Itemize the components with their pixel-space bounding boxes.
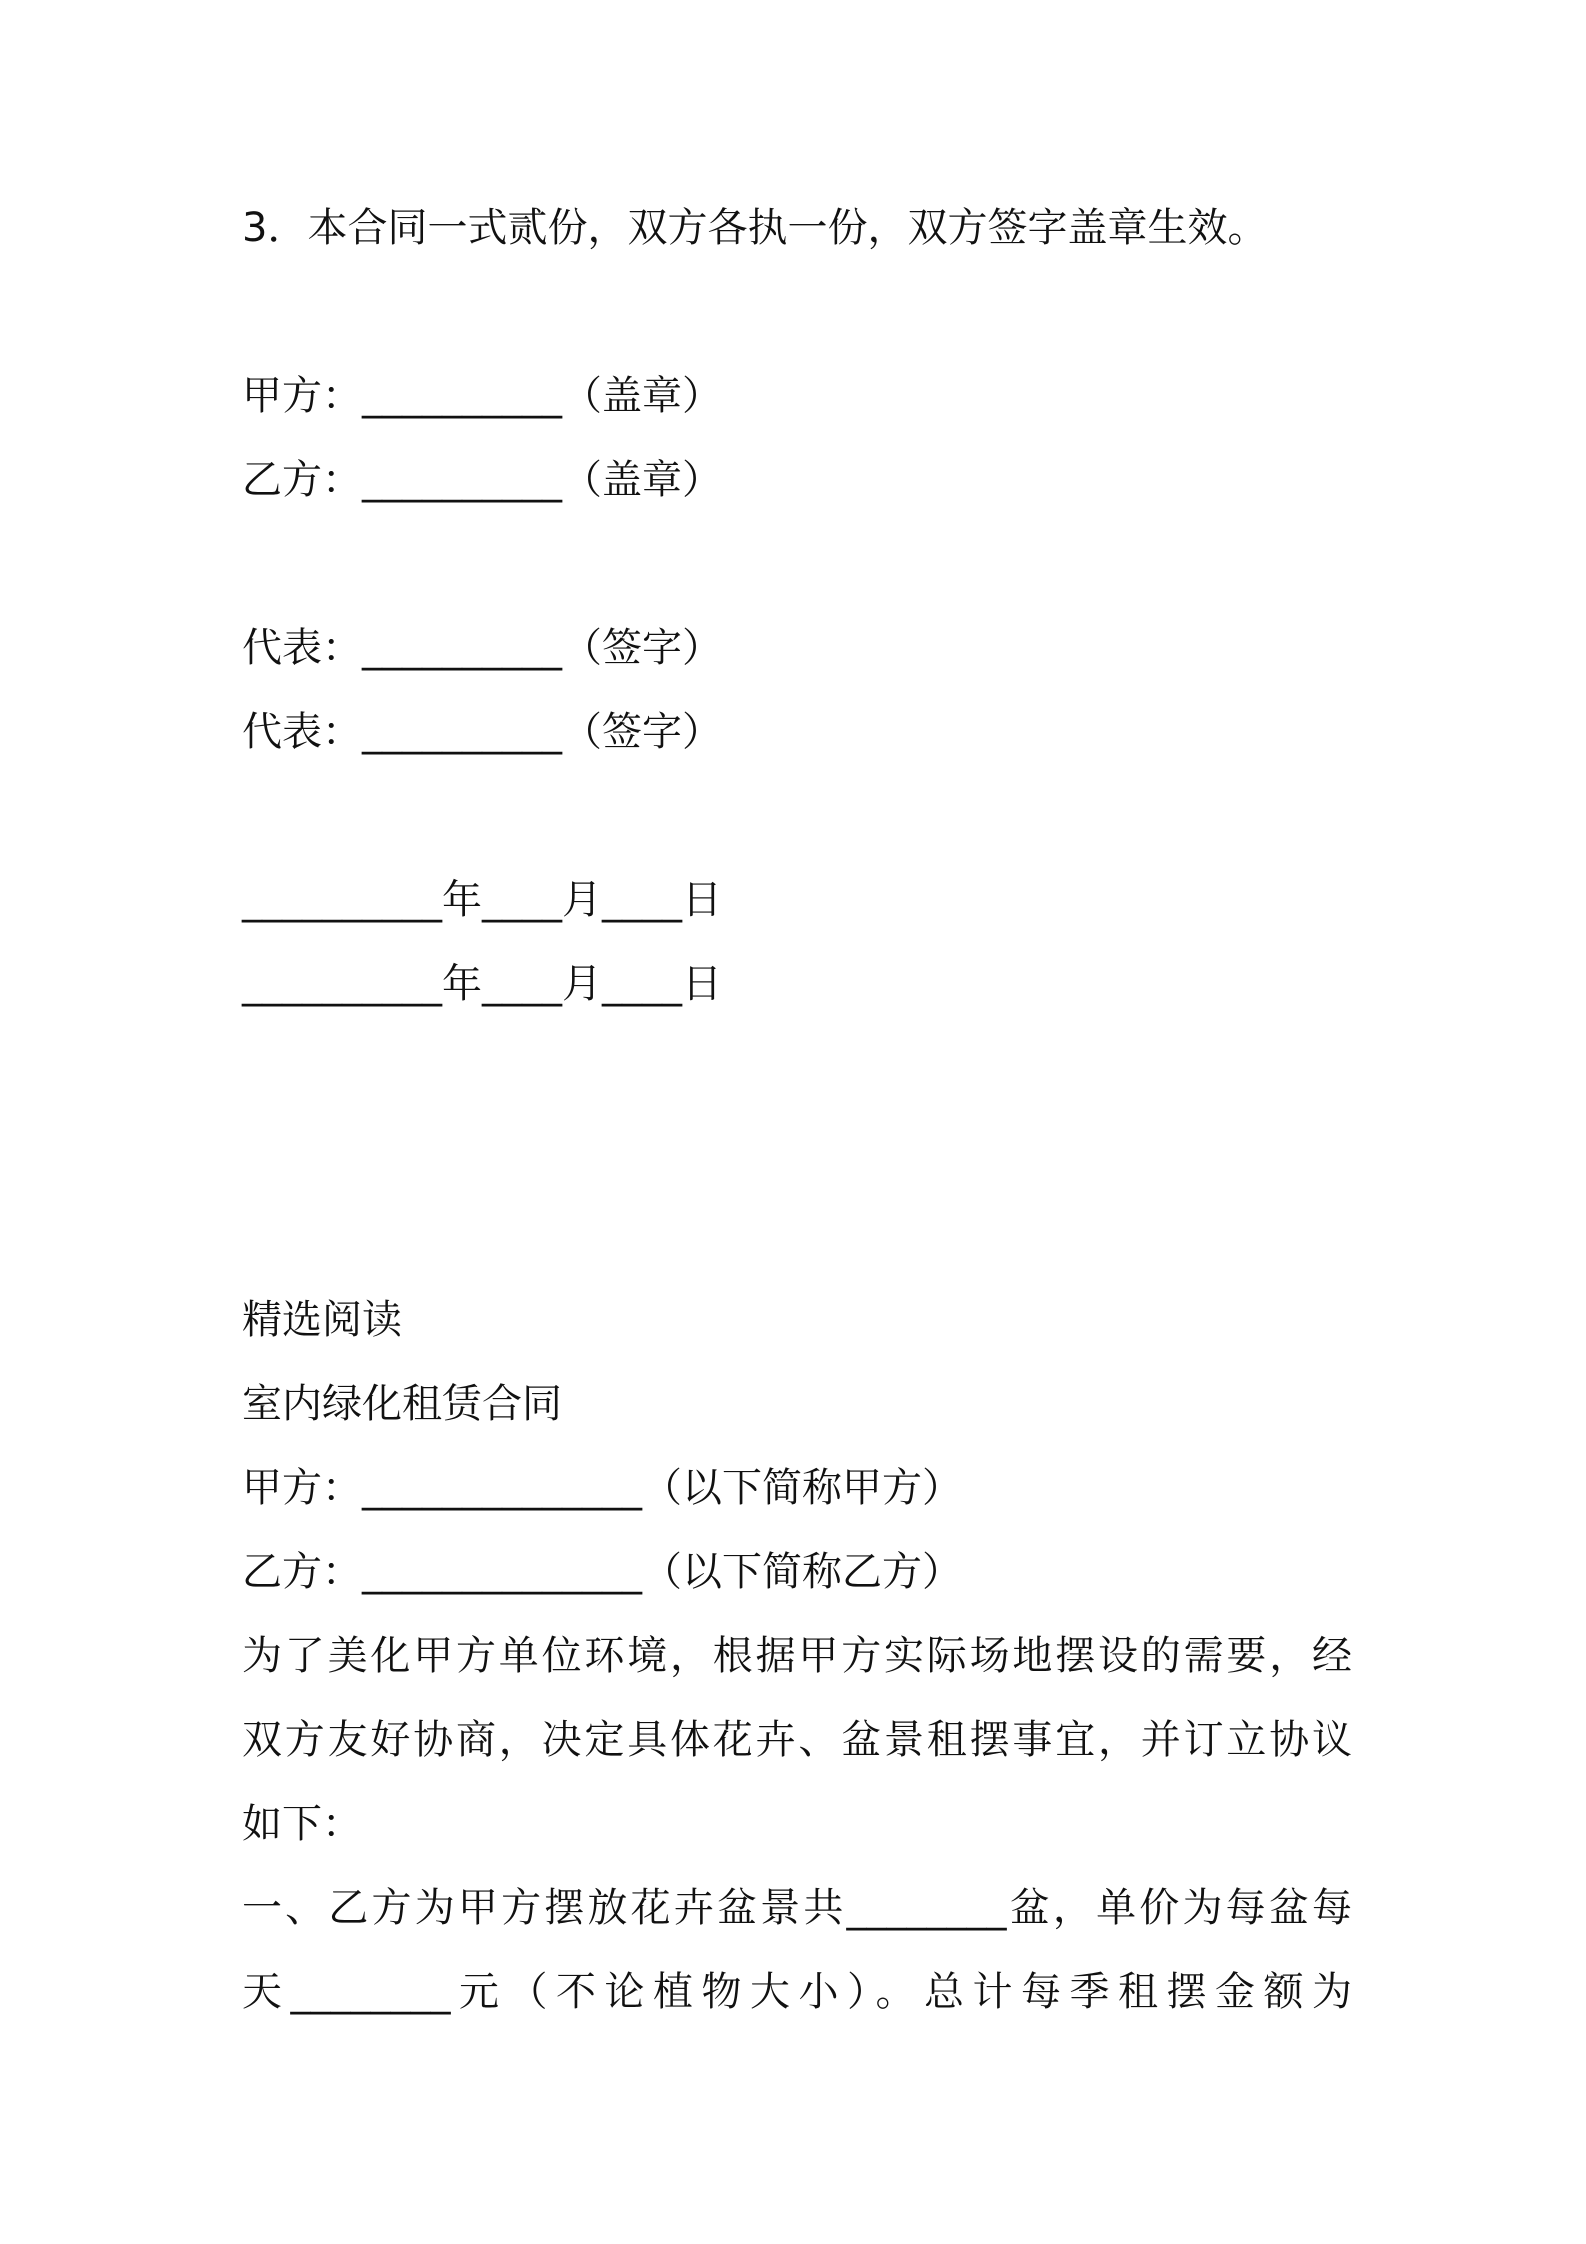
clause-1-line-2: 天________元（不论植物大小）。总计每季租摆金额为 (242, 1969, 1352, 2015)
representative-sign-line-1: 代表：__________（签字） (242, 625, 722, 671)
intro-paragraph-line-1: 为了美化甲方单位环境，根据甲方实际场地摆设的需要，经 (242, 1633, 1352, 1679)
featured-party-a: 甲方：______________（以下简称甲方） (242, 1465, 962, 1511)
clause-1-line-1: 一、乙方为甲方摆放花卉盆景共________盆，单价为每盆每 (242, 1885, 1352, 1931)
party-b-seal-line: 乙方：__________（盖章） (242, 457, 722, 503)
contract-title: 室内绿化租赁合同 (242, 1381, 562, 1427)
featured-party-b: 乙方：______________（以下简称乙方） (242, 1549, 962, 1595)
representative-sign-line-2: 代表：__________（签字） (242, 709, 722, 755)
intro-paragraph-line-3: 如下： (242, 1801, 362, 1847)
party-a-seal-line: 甲方：__________（盖章） (242, 373, 722, 419)
date-line-2: __________年____月____日 (242, 961, 722, 1007)
date-line-1: __________年____月____日 (242, 877, 722, 923)
clause-3: 3．本合同一式贰份，双方各执一份，双方签字盖章生效。 (242, 205, 1268, 251)
intro-paragraph-line-2: 双方友好协商，决定具体花卉、盆景租摆事宜，并订立协议 (242, 1717, 1352, 1763)
featured-heading: 精选阅读 (242, 1297, 402, 1343)
